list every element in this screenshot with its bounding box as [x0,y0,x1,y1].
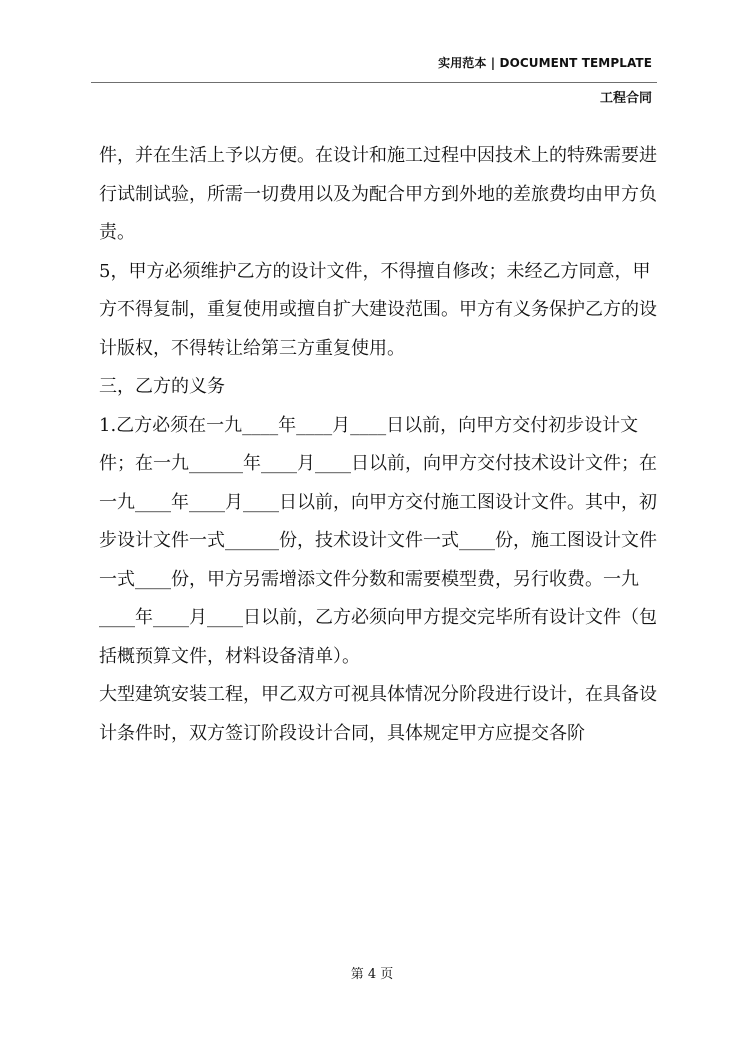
paragraph-clause-5: 5，甲方必须维护乙方的设计文件，不得擅自修改；未经乙方同意，甲方不得复制，重复使用或擅自扩大建设范围。甲方有义务保护乙方的设计版权，不得转让给第三方重复使用。 [99,260,657,359]
paragraph-large-projects: 大型建筑安装工程，甲乙双方可视具体情况分阶段进行设计，在具备设计条件时，双方签订阶段设计合同，具体规定甲方应提交各阶 [99,684,657,744]
paragraph-clause-1: 1.乙方必须在一九____年____月____日以前，向甲方交付初步设计文件；在一九______年____月____日以前，向甲方交付技术设计文件；在一九____年____月____日以前，向甲方交付施工图设计文件。其中，初步设计文件一式______份，技术设计文件一式____份，施工图设计文件一式____份，甲方另需增添文件分数和需要模型费，另行收费。一九____年____月____日以前，乙方必须向甲方提交完毕所有设计文件（包括概预算文件，材料设备清单）。 [99,414,657,667]
page-number: 第 4 页 [350,967,394,982]
header-divider [91,82,657,83]
header-subtitle: 工程合同 [599,91,652,106]
paragraph-continued-obligations: 件，并在生活上予以方便。在设计和施工过程中因技术上的特殊需要进行试制试验，所需一切费用以及为配合甲方到外地的差旅费均由甲方负责。 [99,145,657,243]
header-title: 实用范本 | DOCUMENT TEMPLATE [438,56,652,70]
section-heading-party-b-obligations: 三，乙方的义务 [99,376,225,397]
document-body [99,137,659,753]
